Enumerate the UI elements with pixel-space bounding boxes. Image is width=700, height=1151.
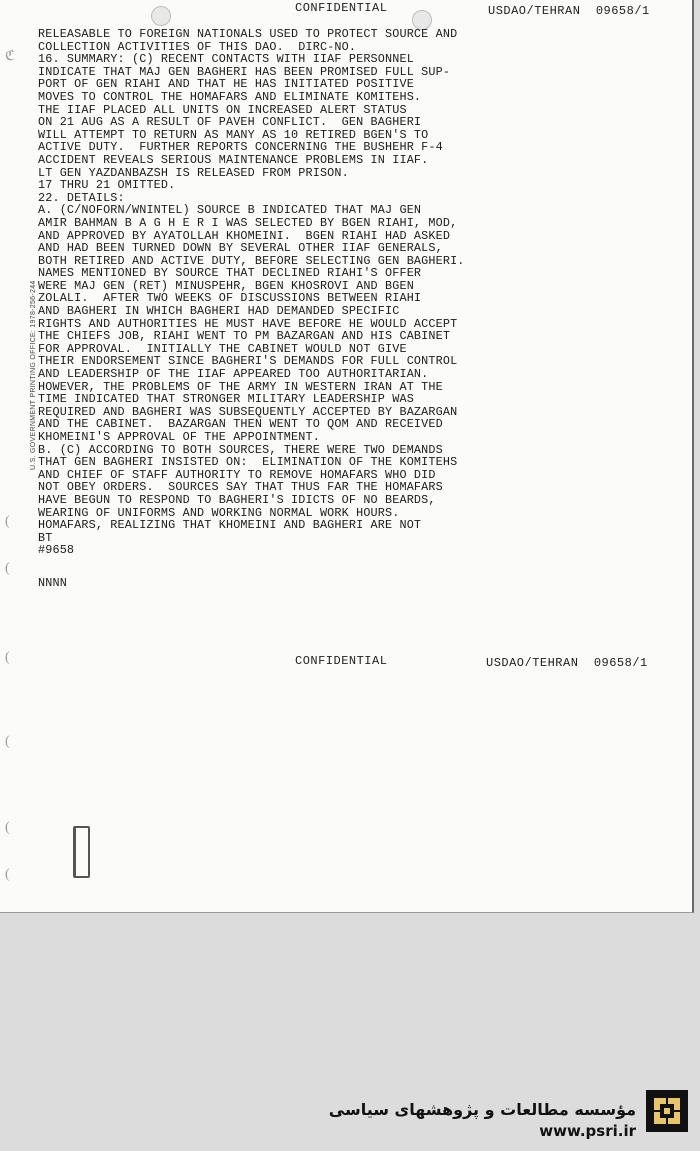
body-line: REQUIRED AND BAGHERI WAS SUBSEQUENTLY ACCEPTED BY BAZARGAN xyxy=(38,404,458,419)
punch-hole xyxy=(151,6,171,26)
body-line: COLLECTION ACTIVITIES OF THIS DAO. DIRC-NO. xyxy=(38,39,357,54)
body-line: ZOLALI. AFTER TWO WEEKS OF DISCUSSIONS BETWEEN RIAHI xyxy=(38,291,422,306)
body-line: INDICATE THAT MAJ GEN BAGHERI HAS BEEN PROMISED FULL SUP- xyxy=(38,64,451,79)
classification-footer: CONFIDENTIAL xyxy=(295,654,388,668)
body-line: A. (C/NOFORN/WNINTEL) SOURCE B INDICATED THAT MAJ GEN xyxy=(38,203,422,218)
body-line: HAVE BEGUN TO RESPOND TO BAGHERI'S IDICTS OF NO BEARDS, xyxy=(38,492,436,507)
body-line: AMIR BAHMAN B A G H E R I WAS SELECTED BY BGEN RIAHI, MOD, xyxy=(38,215,458,230)
margin-mark: ( xyxy=(5,734,10,749)
margin-mark: ( xyxy=(5,820,10,835)
body-line: AND THE CABINET. BAZARGAN THEN WENT TO QOM AND RECEIVED xyxy=(38,417,443,432)
logo-icon xyxy=(646,1090,688,1132)
body-line: BOTH RETIRED AND ACTIVE DUTY, BEFORE SELECTING GEN BAGHERI. xyxy=(38,253,465,268)
institute-logo xyxy=(646,1090,688,1132)
body-line: ACCIDENT REVEALS SERIOUS MAINTENANCE PROBLEMS IN IIAF. xyxy=(38,152,429,167)
body-line: BT xyxy=(38,530,53,545)
body-line: AND BAGHERI IN WHICH BAGHERI HAD DEMANDED SPECIFIC xyxy=(38,304,400,319)
printing-office-imprint: U.S. GOVERNMENT PRINTING OFFICE: 1978-256-244 xyxy=(30,280,37,470)
body-line: AND APPROVED BY AYATOLLAH KHOMEINI. BGEN RIAHI HAD ASKED xyxy=(38,228,451,243)
body-line: THE CHIEFS JOB, RIAHI WENT TO PM BAZARGAN AND HIS CABINET xyxy=(38,329,451,344)
body-line: THEIR ENDORSEMENT SINCE BAGHERI'S DEMANDS FOR FULL CONTROL xyxy=(38,354,458,369)
body-line: ACTIVE DUTY. FURTHER REPORTS CONCERNING THE BUSHEHR F-4 xyxy=(38,140,443,155)
message-body xyxy=(38,28,558,590)
body-line: AND HAD BEEN TURNED DOWN BY SEVERAL OTHER IIAF GENERALS, xyxy=(38,241,443,256)
body-line: 16. SUMMARY: (C) RECENT CONTACTS WITH IIAF PERSONNEL xyxy=(38,52,414,67)
margin-mark: ( xyxy=(5,561,10,576)
end-marker: NNNN xyxy=(38,575,67,590)
body-line: KHOMEINI'S APPROVAL OF THE APPOINTMENT. xyxy=(38,430,320,444)
body-line: TIME INDICATED THAT STRONGER MILITARY LEADERSHIP WAS xyxy=(38,392,414,407)
body-line: HOWEVER, THE PROBLEMS OF THE ARMY IN WESTERN IRAN AT THE xyxy=(38,379,443,394)
message-reference: USDAO/TEHRAN 09658/1 xyxy=(488,4,650,18)
line-gap xyxy=(38,557,558,577)
institute-name: مؤسسه مطالعات و پژوهشهای سیاسی xyxy=(328,1100,636,1119)
body-line: MOVES TO CONTROL THE HOMAFARS AND ELIMINATE KOMITEHS. xyxy=(38,89,422,104)
body-line: #9658 xyxy=(38,543,75,558)
classification-header: CONFIDENTIAL xyxy=(295,1,388,15)
body-line: AND CHIEF OF STAFF AUTHORITY TO REMOVE HOMAFARS WHO DID xyxy=(38,467,436,482)
body-line: LT GEN YAZDANBAZSH IS RELEASED FROM PRISON. xyxy=(38,165,349,180)
body-line: THE IIAF PLACED ALL UNITS ON INCREASED ALERT STATUS xyxy=(38,102,407,117)
margin-mark: ( xyxy=(5,514,10,529)
body-line: RELEASABLE TO FOREIGN NATIONALS USED TO PROTECT SOURCE AND xyxy=(38,27,458,41)
institute-url: www.psri.ir xyxy=(539,1122,636,1140)
margin-mark: ( xyxy=(5,867,10,882)
body-line: AND LEADERSHIP OF THE IIAF APPEARED TOO AUTHORITARIAN. xyxy=(38,367,429,382)
body-line: WEARING OF UNIFORMS AND WORKING NORMAL WORK HOURS. xyxy=(38,505,400,520)
staple-mark xyxy=(73,826,90,878)
body-line: WERE MAJ GEN (RET) MINUSPEHR, BGEN KHOSROVI AND BGEN xyxy=(38,278,414,293)
body-line: HOMAFARS, REALIZING THAT KHOMEINI AND BAGHERI ARE NOT xyxy=(38,518,422,533)
message-reference-footer: USDAO/TEHRAN 09658/1 xyxy=(486,656,648,670)
margin-mark: ℭ xyxy=(5,49,15,64)
margin-mark: ( xyxy=(5,650,10,665)
body-line: ON 21 AUG AS A RESULT OF PAVEH CONFLICT. GEN BAGHERI xyxy=(38,115,422,130)
body-line: RIGHTS AND AUTHORITIES HE MUST HAVE BEFORE HE WOULD ACCEPT xyxy=(38,316,458,331)
body-line: 17 THRU 21 OMITTED. xyxy=(38,178,176,193)
body-line: NAMES MENTIONED BY SOURCE THAT DECLINED RIAHI'S OFFER xyxy=(38,266,422,281)
body-line: PORT OF GEN RIAHI AND THAT HE HAS INITIATED POSITIVE xyxy=(38,77,414,92)
body-line: B. (C) ACCORDING TO BOTH SOURCES, THERE WERE TWO DEMANDS xyxy=(38,442,443,457)
body-line: THAT GEN BAGHERI INSISTED ON: ELIMINATION OF THE KOMITEHS xyxy=(38,455,458,470)
body-line: 22. DETAILS: xyxy=(38,190,125,205)
body-line: FOR APPROVAL. INITIALLY THE CABINET WOULD NOT GIVE xyxy=(38,341,407,356)
body-line: WILL ATTEMPT TO RETURN AS MANY AS 10 RETIRED BGEN'S TO xyxy=(38,127,429,142)
body-line: NOT OBEY ORDERS. SOURCES SAY THAT THUS FAR THE HOMAFARS xyxy=(38,480,443,495)
